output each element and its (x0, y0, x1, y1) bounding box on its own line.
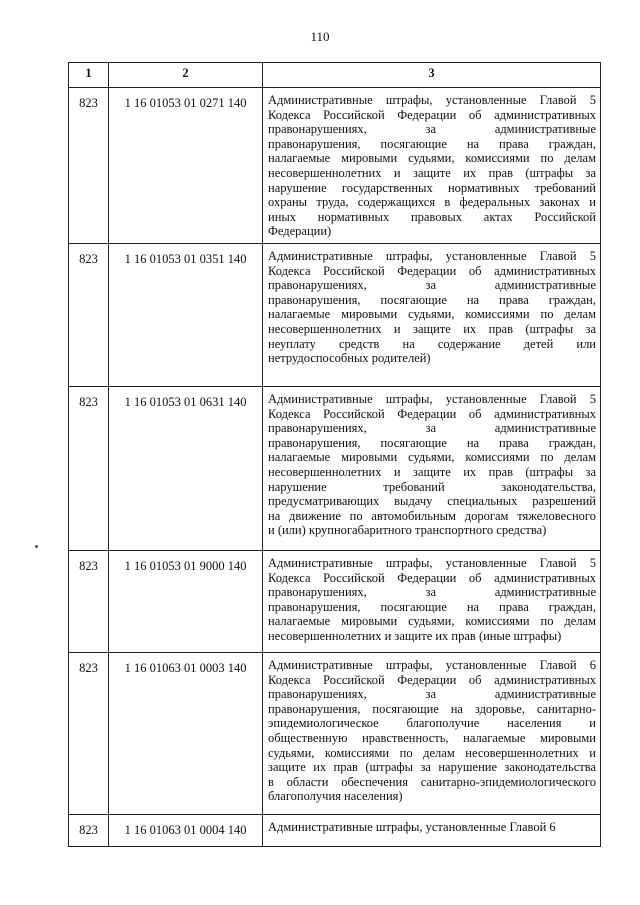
description-line: несовершеннолетних и защите их прав (штрафы за (268, 321, 596, 336)
budget-code-cell: 1 16 01053 01 0631 140 (109, 387, 263, 551)
description-line: правонарушениях, за административные (268, 278, 596, 293)
table-row (69, 815, 601, 847)
admin-code-cell: 823 (69, 815, 109, 847)
budget-code-cell: 1 16 01053 01 0351 140 (109, 244, 263, 387)
description-line: общественную нравственность, налагаемые мировыми (268, 730, 596, 745)
table-row (69, 387, 601, 551)
description-line: правонарушения, посягающие на права граждан, (268, 292, 596, 307)
admin-code-cell: 823 (69, 244, 109, 387)
description-line: судьями, комиссиями по делам несовершеннолетних и (268, 745, 596, 760)
description-line: несовершеннолетних и защите их прав (штрафы за (268, 165, 596, 180)
description-line: эпидемиологическое благополучие населения и (268, 716, 596, 731)
description-line: правонарушения, посягающие на здоровье, санитарно- (268, 701, 596, 716)
description-line: нарушение требований законодательства, (268, 479, 596, 494)
description-line: защите их прав (штрафы за нарушение законодательства (268, 760, 596, 775)
table-row (69, 653, 601, 815)
description-cell (263, 88, 601, 244)
description-line: в области обеспечения санитарно-эпидемиологического (268, 774, 596, 789)
description-line: правонарушениях, за административные (268, 585, 596, 600)
description-line: несовершеннолетних и защите их прав (штрафы за (268, 464, 596, 479)
description-cell (263, 815, 601, 847)
description-line: Кодекса Российской Федерации об административных (268, 263, 596, 278)
header-col-1: 1 (69, 63, 109, 88)
description-line: на движение по автомобильным дорогам тяжеловесного (268, 508, 596, 523)
description-line: Административные штрафы, установленные Главой 5 (268, 249, 596, 263)
description-line: налагаемые мировыми судьями, комиссиями по делам (268, 151, 596, 166)
admin-code-cell: 823 (69, 88, 109, 244)
description-line: правонарушения, посягающие на права граждан, (268, 435, 596, 450)
table-row (69, 551, 601, 653)
description-line: правонарушениях, за административные (268, 421, 596, 436)
description-line: нетрудоспособных родителей) (268, 351, 431, 366)
description-line: нарушение государственных нормативных требований (268, 180, 596, 195)
description-line: Кодекса Российской Федерации об административных (268, 570, 596, 585)
description-cell (263, 387, 601, 551)
description-line: иных нормативных правовых актах Российской (268, 209, 596, 224)
description-line: налагаемые мировыми судьями, комиссиями по делам (268, 450, 596, 465)
table-row (69, 244, 601, 387)
description-line: и (или) крупногабаритного транспортного средства) (268, 523, 547, 538)
table-header-row (69, 63, 601, 88)
table-body (69, 88, 601, 847)
admin-code-cell: 823 (69, 551, 109, 653)
header-col-3: 3 (263, 63, 601, 88)
description-line: правонарушения, посягающие на права граждан, (268, 599, 596, 614)
revenue-codes-table (68, 62, 601, 847)
budget-code-cell: 1 16 01053 01 0271 140 (109, 88, 263, 244)
budget-code-cell: 1 16 01053 01 9000 140 (109, 551, 263, 653)
description-line: Административные штрафы, установленные Главой 6 (268, 658, 596, 672)
margin-mark (35, 545, 38, 548)
description-line: правонарушениях, за административные (268, 122, 596, 137)
description-line: предусматривающих выдачу специальных разрешений (268, 494, 596, 509)
description-line: Административные штрафы, установленные Главой 6 (268, 820, 556, 834)
description-line: налагаемые мировыми судьями, комиссиями по делам (268, 307, 596, 322)
budget-code-cell: 1 16 01063 01 0004 140 (109, 815, 263, 847)
description-line: Федерации) (268, 224, 332, 239)
description-cell (263, 244, 601, 387)
description-line: неуплату средств на содержание детей или (268, 336, 596, 351)
description-line: налагаемые мировыми судьями, комиссиями по делам (268, 614, 596, 629)
header-col-2: 2 (109, 63, 263, 88)
description-line: благополучия населения) (268, 789, 403, 804)
description-cell (263, 551, 601, 653)
table-row (69, 88, 601, 244)
description-line: правонарушения, посягающие на права граждан, (268, 136, 596, 151)
description-line: Административные штрафы, установленные Главой 5 (268, 392, 596, 406)
description-line: Кодекса Российской Федерации об административных (268, 107, 596, 122)
description-line: несовершеннолетних и защите их прав (иные штрафы) (268, 628, 562, 643)
description-line: Кодекса Российской Федерации об административных (268, 672, 596, 687)
description-line: Административные штрафы, установленные Главой 5 (268, 556, 596, 570)
admin-code-cell: 823 (69, 387, 109, 551)
description-cell (263, 653, 601, 815)
description-line: Кодекса Российской Федерации об административных (268, 406, 596, 421)
admin-code-cell: 823 (69, 653, 109, 815)
description-line: Административные штрафы, установленные Главой 5 (268, 93, 596, 107)
description-line: охраны труда, содержащихся в федеральных законах и (268, 195, 596, 210)
page-number: 110 (310, 29, 330, 44)
budget-code-cell: 1 16 01063 01 0003 140 (109, 653, 263, 815)
description-line: правонарушениях, за административные (268, 687, 596, 702)
